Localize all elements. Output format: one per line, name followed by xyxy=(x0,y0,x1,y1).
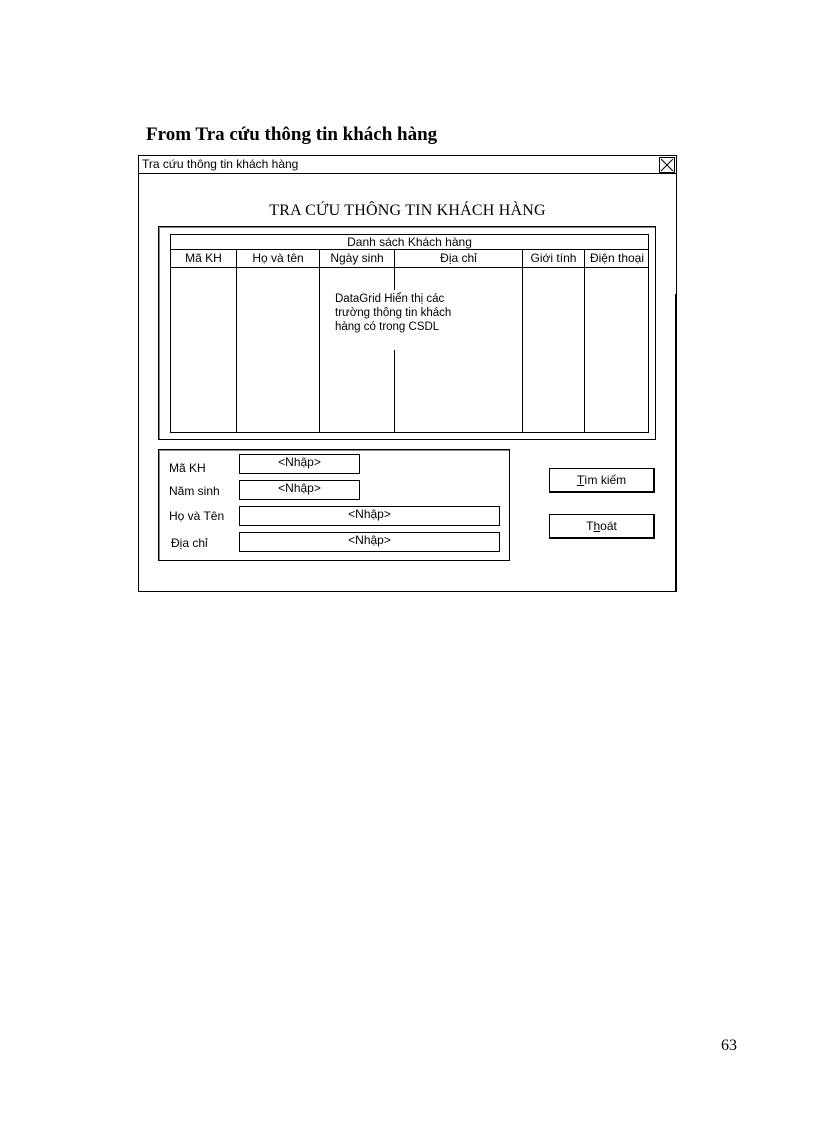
grid-note-line: DataGrid Hiển thị các xyxy=(335,293,445,305)
column-divider xyxy=(522,250,523,432)
exit-button-label-start: T xyxy=(586,519,594,533)
column-header-gioi-tinh[interactable]: Giới tính xyxy=(530,251,577,265)
dia-chi-label: Địa chỉ xyxy=(171,536,208,550)
exit-button-label-end: oát xyxy=(600,519,617,533)
exit-button[interactable] xyxy=(549,514,655,539)
ma-kh-label: Mã KH xyxy=(169,461,206,475)
close-icon xyxy=(660,158,674,172)
ho-ten-label: Họ và Tên xyxy=(169,509,225,523)
grid-note-line: hàng có trong CSDL xyxy=(335,321,440,333)
grid-placeholder-note xyxy=(331,290,491,350)
exit-button-hotkey: h xyxy=(593,519,601,533)
customer-grid-group xyxy=(158,226,656,440)
search-criteria-group xyxy=(158,449,510,561)
close-button[interactable] xyxy=(659,157,675,173)
customer-datagrid[interactable] xyxy=(170,234,649,433)
column-divider xyxy=(236,250,237,432)
window-titlebar xyxy=(139,156,676,174)
column-header-ho-ten[interactable]: Họ và tên xyxy=(252,251,304,265)
column-header-ma-kh[interactable]: Mã KH xyxy=(185,251,222,265)
column-header-ngay-sinh[interactable]: Ngày sinh xyxy=(330,251,384,265)
nam-sinh-input[interactable]: <Nhập> xyxy=(239,480,360,500)
ho-ten-input[interactable]: <Nhập> xyxy=(239,506,500,526)
lookup-window xyxy=(138,155,677,592)
dia-chi-input[interactable]: <Nhập> xyxy=(239,532,500,552)
grid-header xyxy=(171,250,648,268)
grid-caption: Danh sách Khách hàng xyxy=(171,235,648,250)
grid-note-line: trường thông tin khách xyxy=(335,307,452,319)
window-right-edge xyxy=(675,294,677,592)
column-divider xyxy=(319,250,320,432)
column-header-dia-chi[interactable]: Địa chỉ xyxy=(440,251,477,265)
document-heading: From Tra cứu thông tin khách hàng xyxy=(146,124,438,145)
search-button-hotkey: T xyxy=(576,473,585,487)
search-button[interactable] xyxy=(549,468,655,493)
ma-kh-input[interactable]: <Nhập> xyxy=(239,454,360,474)
window-title: Tra cứu thông tin khách hàng xyxy=(142,157,299,171)
search-button-label: ìm kiếm xyxy=(584,473,627,487)
form-title: TRA CỨU THÔNG TIN KHÁCH HÀNG xyxy=(269,202,546,219)
page-number: 63 xyxy=(721,1037,737,1054)
column-header-dien-thoai[interactable]: Điện thoại xyxy=(589,251,645,265)
nam-sinh-label: Năm sinh xyxy=(169,484,220,498)
column-divider xyxy=(584,250,585,432)
